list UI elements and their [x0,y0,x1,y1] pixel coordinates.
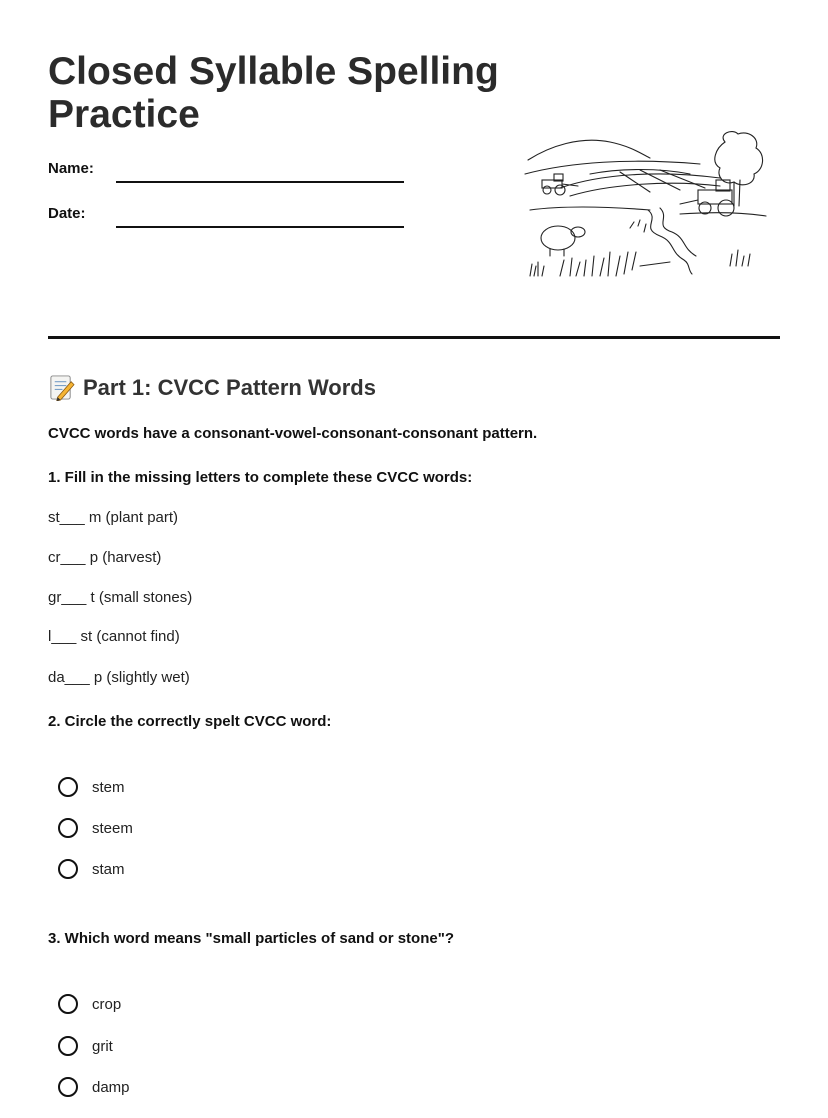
q3-option-damp[interactable] [58,1077,130,1097]
option-label: crop [92,995,122,1013]
q3-option-grit[interactable] [58,1036,113,1056]
fill-in-item: cr___ p (harvest) [48,549,162,566]
date-field-line[interactable] [116,226,404,228]
section-divider [48,336,780,339]
memo-pencil-icon [48,374,75,401]
q2-option-steem[interactable] [58,818,133,838]
radio-circle-icon[interactable] [58,1036,78,1056]
radio-circle-icon[interactable] [58,859,78,879]
fill-in-item: l___ st (cannot find) [48,628,180,645]
question-3-prompt: 3. Which word means "small particles of sand or stone"? [48,930,454,947]
option-label: grit [92,1037,113,1055]
farm-landscape-illustration [520,128,770,280]
page-title: Closed Syllable Spelling Practice [48,50,499,136]
radio-circle-icon[interactable] [58,777,78,797]
q2-option-stam[interactable] [58,859,125,879]
part1-intro: CVCC words have a consonant-vowel-consonant-consonant pattern. [48,425,538,442]
radio-circle-icon[interactable] [58,994,78,1014]
date-label: Date: [48,205,86,222]
fill-in-item: st___ m (plant part) [48,509,179,526]
option-label: stam [92,860,125,878]
radio-circle-icon[interactable] [58,818,78,838]
fill-in-item: gr___ t (small stones) [48,589,193,606]
name-field-line[interactable] [116,181,404,183]
radio-circle-icon[interactable] [58,1077,78,1097]
name-label: Name: [48,160,94,177]
question-1-prompt: 1. Fill in the missing letters to complete these CVCC words: [48,469,473,486]
part1-heading [48,374,376,401]
option-label: steem [92,819,133,837]
option-label: damp [92,1078,130,1096]
q3-option-crop[interactable] [58,994,121,1014]
option-label: stem [92,778,125,796]
question-2-prompt: 2. Circle the correctly spelt CVCC word: [48,713,332,730]
fill-in-item: da___ p (slightly wet) [48,669,190,686]
part1-heading-text: Part 1: CVCC Pattern Words [83,374,376,400]
q2-option-stem[interactable] [58,777,125,797]
